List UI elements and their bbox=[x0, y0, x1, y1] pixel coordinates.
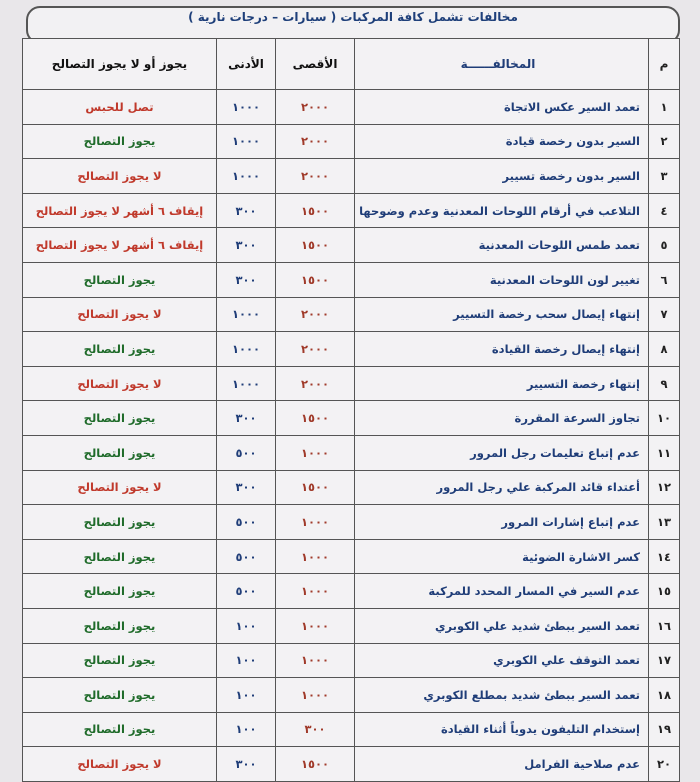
max-fine-cell: ١٠٠٠ bbox=[276, 574, 355, 609]
max-fine-cell: ١٠٠٠ bbox=[276, 539, 355, 574]
row-number: ١٤ bbox=[649, 539, 680, 574]
min-fine-cell: ١٠٠٠ bbox=[217, 124, 276, 159]
min-fine-cell: ٣٠٠ bbox=[217, 470, 276, 505]
header-max: الأقصى bbox=[276, 39, 355, 90]
table-row bbox=[23, 643, 680, 678]
settlement-cell: إيقاف ٦ أشهر لا يجوز التصالح bbox=[23, 228, 217, 263]
header-settlement: يجوز أو لا يجوز التصالح bbox=[23, 39, 217, 90]
table-row bbox=[23, 401, 680, 436]
violation-cell: كسر الاشارة الضوئية bbox=[355, 539, 649, 574]
settlement-cell: يجوز التصالح bbox=[23, 124, 217, 159]
table-row bbox=[23, 193, 680, 228]
min-fine-cell: ١٠٠٠ bbox=[217, 159, 276, 194]
row-number: ١٧ bbox=[649, 643, 680, 678]
row-number: ١٣ bbox=[649, 505, 680, 540]
settlement-cell: إيقاف ٦ أشهر لا يجوز التصالح bbox=[23, 193, 217, 228]
settlement-cell: يجوز التصالح bbox=[23, 643, 217, 678]
table-row bbox=[23, 90, 680, 125]
table-row bbox=[23, 124, 680, 159]
violation-cell: عدم إتباع تعليمات رجل المرور bbox=[355, 435, 649, 470]
row-number: ٦ bbox=[649, 262, 680, 297]
row-number: ١١ bbox=[649, 435, 680, 470]
table-row bbox=[23, 435, 680, 470]
violation-cell: تعمد طمس اللوحات المعدنية bbox=[355, 228, 649, 263]
row-number: ١٥ bbox=[649, 574, 680, 609]
table-row bbox=[23, 159, 680, 194]
min-fine-cell: ١٠٠٠ bbox=[217, 332, 276, 367]
min-fine-cell: ٥٠٠ bbox=[217, 574, 276, 609]
row-number: ٤ bbox=[649, 193, 680, 228]
max-fine-cell: ٢٠٠٠ bbox=[276, 366, 355, 401]
settlement-cell: يجوز التصالح bbox=[23, 435, 217, 470]
max-fine-cell: ١٠٠٠ bbox=[276, 505, 355, 540]
violation-cell: تعمد السير عكس الاتجاة bbox=[355, 90, 649, 125]
table-row bbox=[23, 228, 680, 263]
min-fine-cell: ١٠٠ bbox=[217, 608, 276, 643]
table-row bbox=[23, 678, 680, 713]
row-number: ٢٠ bbox=[649, 747, 680, 782]
min-fine-cell: ٣٠٠ bbox=[217, 747, 276, 782]
row-number: ٣ bbox=[649, 159, 680, 194]
min-fine-cell: ٣٠٠ bbox=[217, 262, 276, 297]
min-fine-cell: ١٠٠ bbox=[217, 643, 276, 678]
min-fine-cell: ٥٠٠ bbox=[217, 539, 276, 574]
settlement-cell: يجوز التصالح bbox=[23, 262, 217, 297]
max-fine-cell: ١٥٠٠ bbox=[276, 401, 355, 436]
settlement-cell: لا يجوز التصالح bbox=[23, 747, 217, 782]
violation-cell: إنتهاء إيصال سحب رخصة التسيير bbox=[355, 297, 649, 332]
min-fine-cell: ٥٠٠ bbox=[217, 435, 276, 470]
min-fine-cell: ١٠٠٠ bbox=[217, 366, 276, 401]
table-row bbox=[23, 608, 680, 643]
table-row bbox=[23, 366, 680, 401]
min-fine-cell: ١٠٠ bbox=[217, 712, 276, 747]
header-min: الأدنى bbox=[217, 39, 276, 90]
violation-cell: تعمد السير ببطئ شديد بمطلع الكوبري bbox=[355, 678, 649, 713]
max-fine-cell: ١٥٠٠ bbox=[276, 228, 355, 263]
max-fine-cell: ١٥٠٠ bbox=[276, 747, 355, 782]
violation-cell: تجاوز السرعة المقررة bbox=[355, 401, 649, 436]
settlement-cell: لا يجوز التصالح bbox=[23, 366, 217, 401]
max-fine-cell: ١٠٠٠ bbox=[276, 678, 355, 713]
table-row bbox=[23, 539, 680, 574]
violation-cell: السير بدون رخصة قيادة bbox=[355, 124, 649, 159]
table-row bbox=[23, 297, 680, 332]
settlement-cell: تصل للحبس bbox=[23, 90, 217, 125]
min-fine-cell: ٣٠٠ bbox=[217, 401, 276, 436]
settlement-cell: لا يجوز التصالح bbox=[23, 159, 217, 194]
min-fine-cell: ٣٠٠ bbox=[217, 228, 276, 263]
settlement-cell: لا يجوز التصالح bbox=[23, 297, 217, 332]
violation-cell: تعمد السير ببطئ شديد علي الكوبري bbox=[355, 608, 649, 643]
max-fine-cell: ١٥٠٠ bbox=[276, 470, 355, 505]
row-number: ٨ bbox=[649, 332, 680, 367]
max-fine-cell: ١٥٠٠ bbox=[276, 262, 355, 297]
settlement-cell: يجوز التصالح bbox=[23, 678, 217, 713]
violation-cell: عدم إتباع إشارات المرور bbox=[355, 505, 649, 540]
table-row bbox=[23, 747, 680, 782]
row-number: ١ bbox=[649, 90, 680, 125]
min-fine-cell: ١٠٠ bbox=[217, 678, 276, 713]
table-row bbox=[23, 470, 680, 505]
table-row bbox=[23, 574, 680, 609]
table-row bbox=[23, 262, 680, 297]
violation-cell: تغيير لون اللوحات المعدنية bbox=[355, 262, 649, 297]
settlement-cell: يجوز التصالح bbox=[23, 332, 217, 367]
min-fine-cell: ٣٠٠ bbox=[217, 193, 276, 228]
settlement-cell: يجوز التصالح bbox=[23, 539, 217, 574]
min-fine-cell: ١٠٠٠ bbox=[217, 297, 276, 332]
violation-cell: تعمد التوقف علي الكوبري bbox=[355, 643, 649, 678]
max-fine-cell: ١٠٠٠ bbox=[276, 643, 355, 678]
row-number: ٧ bbox=[649, 297, 680, 332]
row-number: ٩ bbox=[649, 366, 680, 401]
table-row bbox=[23, 332, 680, 367]
violation-cell: إنتهاء إيصال رخصة القيادة bbox=[355, 332, 649, 367]
table-header-row bbox=[23, 39, 680, 90]
max-fine-cell: ١٠٠٠ bbox=[276, 608, 355, 643]
settlement-cell: يجوز التصالح bbox=[23, 505, 217, 540]
min-fine-cell: ١٠٠٠ bbox=[217, 90, 276, 125]
violation-cell: التلاعب في أرقام اللوحات المعدنية وعدم وضوحها bbox=[355, 193, 649, 228]
row-number: ٢ bbox=[649, 124, 680, 159]
settlement-cell: يجوز التصالح bbox=[23, 401, 217, 436]
document-title: مخالفات تشمل كافة المركبات ( سيارات – درجات نارية ) bbox=[188, 10, 518, 24]
violation-cell: إنتهاء رخصة التسيير bbox=[355, 366, 649, 401]
row-number: ١٨ bbox=[649, 678, 680, 713]
max-fine-cell: ٢٠٠٠ bbox=[276, 332, 355, 367]
settlement-cell: يجوز التصالح bbox=[23, 608, 217, 643]
violation-cell: أعتداء قائد المركبة علي رجل المرور bbox=[355, 470, 649, 505]
row-number: ١٩ bbox=[649, 712, 680, 747]
max-fine-cell: ٣٠٠ bbox=[276, 712, 355, 747]
table-row bbox=[23, 712, 680, 747]
settlement-cell: يجوز التصالح bbox=[23, 712, 217, 747]
max-fine-cell: ٢٠٠٠ bbox=[276, 124, 355, 159]
row-number: ١٦ bbox=[649, 608, 680, 643]
violation-cell: إستخدام التليفون يدوياً أثناء القيادة bbox=[355, 712, 649, 747]
max-fine-cell: ٢٠٠٠ bbox=[276, 159, 355, 194]
row-number: ٥ bbox=[649, 228, 680, 263]
violation-cell: عدم صلاحية الفرامل bbox=[355, 747, 649, 782]
row-number: ١٢ bbox=[649, 470, 680, 505]
row-number: ١٠ bbox=[649, 401, 680, 436]
header-violation: المخالفــــــة bbox=[355, 39, 649, 90]
max-fine-cell: ٢٠٠٠ bbox=[276, 297, 355, 332]
header-number: م bbox=[649, 39, 680, 90]
max-fine-cell: ٢٠٠٠ bbox=[276, 90, 355, 125]
max-fine-cell: ١٥٠٠ bbox=[276, 193, 355, 228]
min-fine-cell: ٥٠٠ bbox=[217, 505, 276, 540]
table-row bbox=[23, 505, 680, 540]
settlement-cell: يجوز التصالح bbox=[23, 574, 217, 609]
settlement-cell: لا يجوز التصالح bbox=[23, 470, 217, 505]
max-fine-cell: ١٠٠٠ bbox=[276, 435, 355, 470]
violation-cell: السير بدون رخصة تسيير bbox=[355, 159, 649, 194]
violations-table bbox=[22, 38, 680, 782]
violation-cell: عدم السير في المسار المحدد للمركبة bbox=[355, 574, 649, 609]
